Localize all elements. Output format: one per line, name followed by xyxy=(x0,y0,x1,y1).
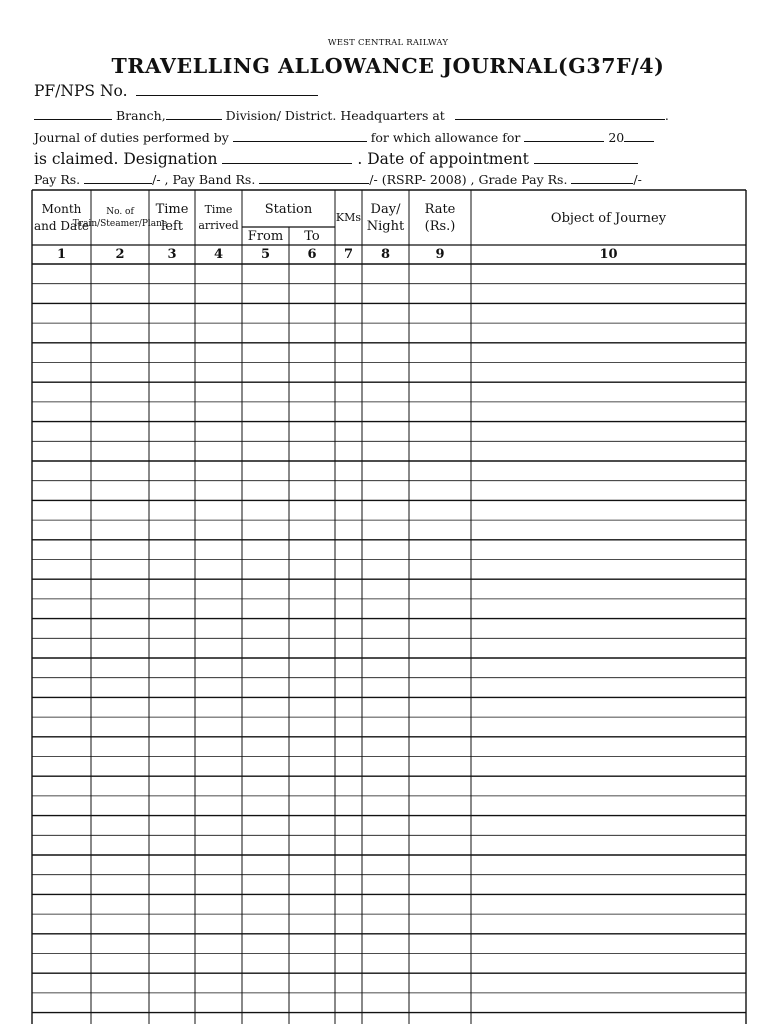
column-number: 3 xyxy=(167,247,177,262)
journal-row xyxy=(34,130,654,145)
allowance-label: for which allowance for xyxy=(370,130,521,145)
header-from: From xyxy=(247,228,284,244)
branch-label: Branch, xyxy=(115,108,166,123)
header-kms: KMs xyxy=(335,211,362,224)
header-train-number: No. of Train/Steamer/Plane xyxy=(72,207,168,229)
performed-by-field[interactable] xyxy=(233,140,367,142)
pf-nps-label: PF/NPS No. xyxy=(34,82,128,100)
pay-band-field[interactable] xyxy=(259,182,369,184)
header-to: To xyxy=(304,228,320,244)
branch-row: Branch, Division/ District. Headquarters at . xyxy=(34,108,669,123)
band-suffix: /- (RSRP- 2008) , Grade Pay Rs. xyxy=(369,172,568,187)
column-number: 10 xyxy=(599,247,618,262)
appointment-field[interactable] xyxy=(534,162,638,164)
division-field[interactable] xyxy=(166,118,222,120)
header-object-of-journey: Object of Journey xyxy=(550,210,667,226)
pay-field[interactable] xyxy=(84,182,152,184)
year-prefix: 20 xyxy=(608,130,625,145)
header-day-night: Day/ Night xyxy=(366,202,405,234)
header-station: Station xyxy=(264,201,313,217)
journal-label: Journal of duties performed by xyxy=(34,130,229,145)
designation-row xyxy=(34,150,638,168)
pay-row xyxy=(34,172,642,187)
column-number: 7 xyxy=(343,247,354,262)
column-number: 9 xyxy=(435,247,445,262)
appointment-label: . Date of appointment xyxy=(357,150,529,168)
header-rate: Rate (Rs.) xyxy=(424,202,456,234)
division-label: Division/ District. Headquarters at xyxy=(225,108,445,123)
pay-label: Pay Rs. xyxy=(34,172,81,187)
organization-name: WEST CENTRAL RAILWAY xyxy=(327,38,449,48)
form-title: TRAVELLING ALLOWANCE JOURNAL(G37F/4) xyxy=(111,54,665,78)
pay-suffix: /- , xyxy=(152,172,169,187)
header-time-left: Time left xyxy=(155,202,189,234)
header-time-arrived: Time arrived xyxy=(198,203,239,232)
header-month-date: Month and Date xyxy=(33,202,90,233)
designation-field[interactable] xyxy=(222,162,352,164)
claimed-label: is claimed. Designation xyxy=(34,150,218,168)
column-number: 4 xyxy=(213,247,224,262)
pf-nps-row xyxy=(34,82,318,100)
grade-pay-field[interactable] xyxy=(571,182,633,184)
column-number: 2 xyxy=(115,247,125,262)
pf-nps-field[interactable] xyxy=(136,94,318,96)
column-number: 8 xyxy=(380,247,391,262)
branch-field[interactable] xyxy=(34,118,112,120)
grade-suffix: /- xyxy=(633,172,642,187)
year-field[interactable] xyxy=(624,140,654,142)
allowance-month-field[interactable] xyxy=(524,140,604,142)
column-number: 5 xyxy=(260,247,271,262)
headquarters-field[interactable] xyxy=(455,118,665,120)
column-number: 6 xyxy=(307,247,317,262)
column-number: 1 xyxy=(56,247,67,262)
band-label: Pay Band Rs. xyxy=(172,172,256,187)
